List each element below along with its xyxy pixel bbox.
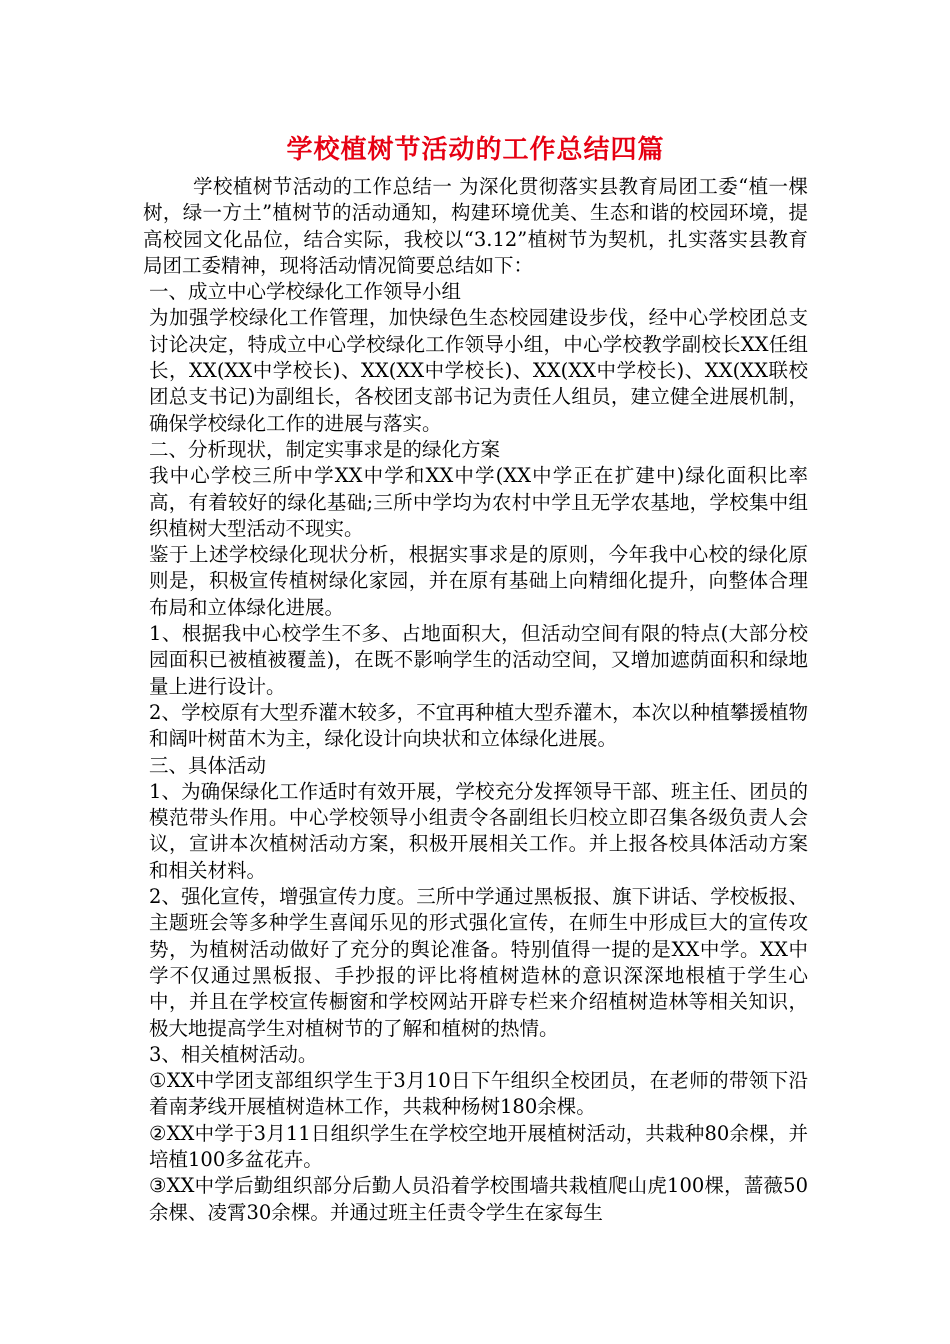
- paragraph: 鉴于上述学校绿化现状分析，根据实事求是的原则，今年我中心校的绿化原则是，积极宣传植树绿化家园，并在原有基础上向精细化提升，向整体合理布局和立体绿化进展。: [149, 543, 808, 619]
- sub-list-item: ②XX中学于3月11日组织学生在学校空地开展植树活动，共栽种80余棵，并培植100多盆花卉。: [149, 1121, 808, 1171]
- document-title: 学校植树节活动的工作总结四篇: [286, 135, 665, 165]
- section-heading-1: 一、成立中心学校绿化工作领导小组: [149, 280, 462, 304]
- intro-paragraph: 学校植树节活动的工作总结一 为深化贯彻落实县教育局团工委“植一棵树，绿一方土”植树节的活动通知，构建环境优美、生态和谐的校园环境，提高校园文化品位，结合实际，我校以“3.12”植树节为契机，扎实落实县教育局团工委精神，现将活动情况简要总结如下：: [143, 175, 808, 277]
- sub-list-item: ①XX中学团支部组织学生于3月10日下午组织全校团员，在老师的带领下沿着南茅线开展植树造林工作，共栽种杨树180余棵。: [149, 1069, 808, 1119]
- list-item: 1、为确保绿化工作适时有效开展，学校充分发挥领导干部、班主任、团员的模范带头作用。中心学校领导小组责令各副组长归校立即召集各级负责人会议，宣讲本次植树活动方案，积极开展相关工作。并上报各校具体活动方案和相关材料。: [149, 779, 808, 882]
- list-item: 2、学校原有大型乔灌木较多，不宜再种植大型乔灌木，本次以种植攀援植物和阔叶树苗木为主，绿化设计向块状和立体绿化进展。: [149, 700, 808, 751]
- paragraph: 我中心学校三所中学XX中学和XX中学(XX中学正在扩建中)绿化面积比率高，有着较好的绿化基础;三所中学均为农村中学且无学农基地，学校集中组织植树大型活动不现实。: [149, 464, 808, 540]
- sub-list-item: ③XX中学后勤组织部分后勤人员沿着学校围墙共栽植爬山虎100棵，蔷薇50余棵、凌霄30余棵。并通过班主任责令学生在家每生: [149, 1174, 808, 1224]
- section-heading-3: 三、具体活动: [149, 753, 267, 777]
- paragraph: 为加强学校绿化工作管理，加快绿色生态校园建设步伐，经中心学校团总支讨论决定，特成立中心学校绿化工作领导小组，中心学校教学副校长XX任组长，XX(XX中学校长)、XX(XX中学校长)、XX(XX中学校长)、XX(XX联校团总支书记)为副组长，各校团支部书记为责任人组员，建立健全进展机制，确保学校绿化工作的进展与落实。: [149, 306, 808, 435]
- list-item: 1、根据我中心校学生不多、占地面积大，但活动空间有限的特点(大部分校园面积已被植被覆盖)，在既不影响学生的活动空间，又增加遮荫面积和绿地量上进行设计。: [149, 622, 808, 698]
- list-item: 3、相关植树活动。: [149, 1042, 318, 1066]
- section-heading-2: 二、分析现状，制定实事求是的绿化方案: [149, 437, 501, 461]
- list-item: 2、强化宣传，增强宣传力度。三所中学通过黑板报、旗下讲话、学校板报、主题班会等多种学生喜闻乐见的形式强化宣传，在师生中形成巨大的宣传攻势，为植树活动做好了充分的舆论准备。特别值得一提的是XX中学。XX中学不仅通过黑板报、手抄报的评比将植树造林的意识深深地根植于学生心中，并且在学校宣传橱窗和学校网站开辟专栏来介绍植树造林等相关知识，极大地提高学生对植树节的了解和植树的热情。: [149, 885, 808, 1040]
- document-body: [143, 130, 808, 1226]
